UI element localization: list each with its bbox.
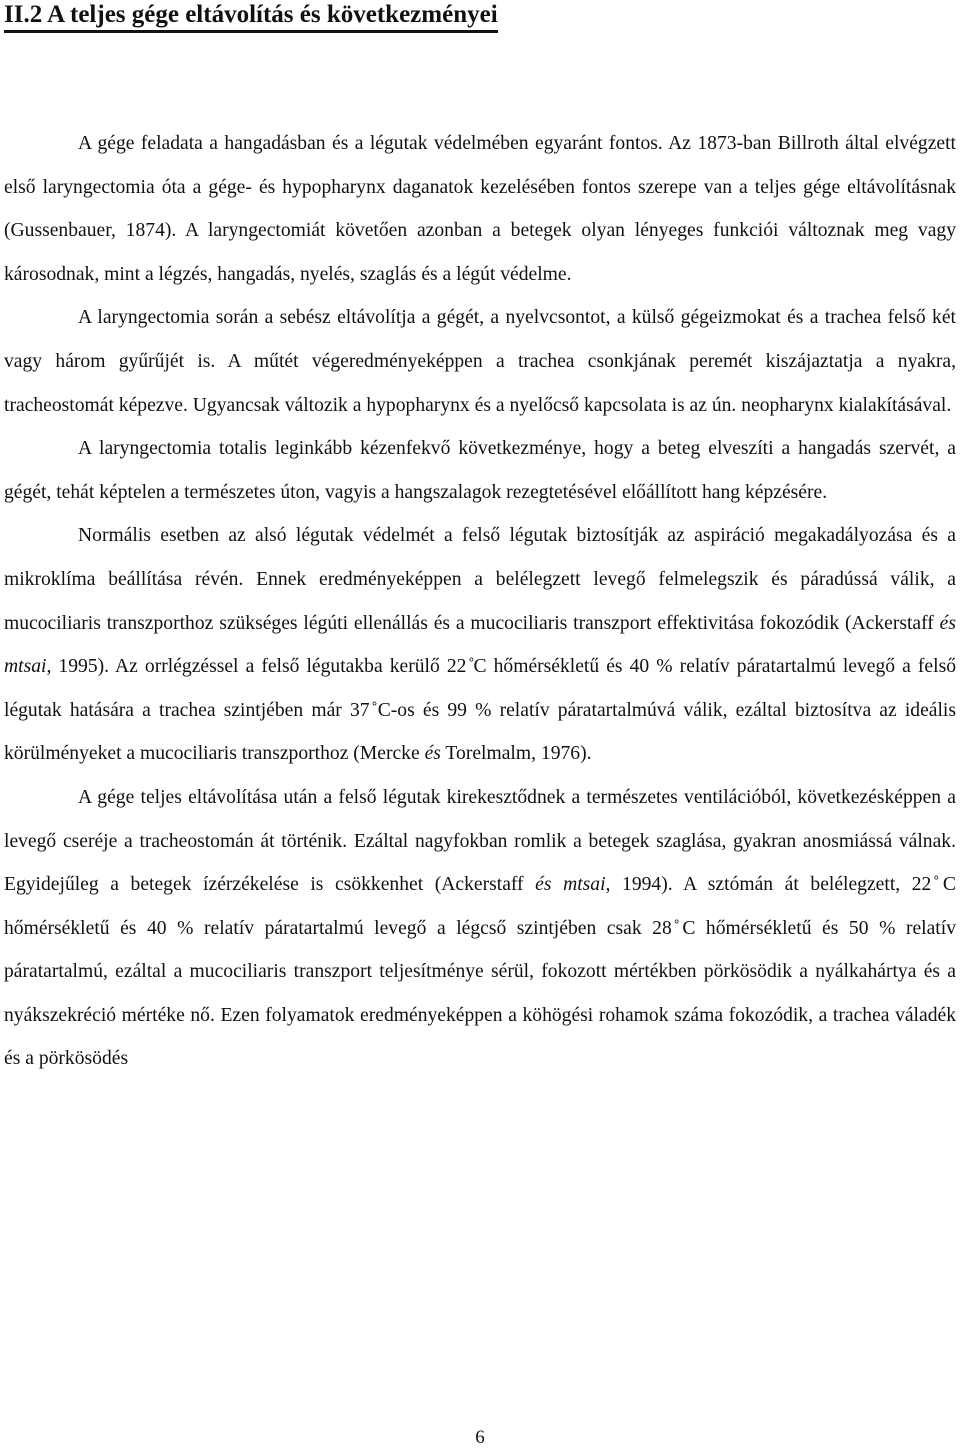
text-run: Normális esetben az alsó légutak védelmét a felső légutak biztosítják az aspiráció megakadályozása és a mikroklíma beállítása révén. Ennek eredményeképpen a belélegzett levegő felmelegszik és páradússá válik, a mucociliaris transzporthoz szükséges légúti ellenállás és a mucociliaris transzport effektivitása fokozódik (Ackerstaff [4, 525, 956, 634]
text-run: A gége feladata a hangadásban és a légutak védelmében egyaránt fontos. Az 1873-ban Billroth által elvégzett első laryngectomia óta a gége- és hypopharynx daganatok kezelésében fontos szerepe van a teljes gége eltávolításnak (Gussenbauer, 1874). A laryngectomiát követően azonban a betegek olyan lényeges funkciói változnak meg vagy károsodnak, mint a légzés, hangadás, nyelés, szaglás és a légút védelme. [4, 133, 956, 285]
italic-text: és mtsai [4, 612, 956, 678]
text-run: Torelmalm, 1976). [440, 743, 592, 765]
italic-text: és mtsai [535, 874, 606, 896]
paragraph [4, 296, 956, 427]
paragraph [4, 776, 956, 1081]
body-text [4, 122, 956, 1081]
text-run: A gége teljes eltávolítása után a felső légutak kirekesztődnek a természetes ventilációból, következésképpen a levegő cseréje a tracheostomán át történik. Ezáltal nagyfokban romlik a betegek szaglása, gyakran anosmiássá válnak. Egyidejűleg a betegek ízérzékelése is csökkenhet (Ackerstaff [4, 786, 956, 896]
paragraph [4, 122, 956, 296]
paragraph [4, 427, 956, 514]
text-run: A laryngectomia során a sebész eltávolítja a gégét, a nyelvcsontot, a külső gégeizmokat és a trachea felső két vagy három gyűrűjét is. A műtét végeredményeképpen a trachea csonkjának peremét kiszájaztatja a nyakra, tracheostomát képezve. Ugyancsak változik a hypopharynx és a nyelőcső kapcsolata is az ún. neopharynx kialakításával. [4, 307, 956, 416]
text-run: , 1995). Az orrlégzéssel a felső légutakba kerülő 22 ̊C hőmérsékletű és 40 % relatív páratartalmú levegő a felső légutak hatására a trachea szintjében már 37 ̊C-os és 99 % relatív páratartalmúvá válik, ezáltal biztosítva az ideális körülményeket a mucociliaris transzporthoz (Mercke [4, 656, 956, 765]
italic-text: és [424, 743, 441, 765]
text-run: , 1994). A sztómán át belélegzett, 22 ̊C hőmérsékletű és 40 % relatív páratartalmú levegő a légcső szintjében csak 28 ̊C hőmérsékletű és 50 % relatív páratartalmú, ezáltal a mucociliaris transzport teljesítménye sérül, fokozott mértékben pörkösödik a nyálkahártya és a nyákszekréció mértéke nő. Ezen folyamatok eredményeképpen a köhögési rohamok száma fokozódik, a trachea váladék és a pörkösödés [4, 874, 956, 1070]
text-run: A laryngectomia totalis leginkább kézenfekvő következménye, hogy a beteg elveszíti a hangadás szervét, a gégét, tehát képtelen a természetes úton, vagyis a hangszalagok rezegtetésével előállított hang képzésére. [4, 438, 956, 503]
section-heading: II.2 A teljes gége eltávolítás és következményei [4, 0, 498, 33]
page-number: 6 [475, 1427, 485, 1448]
paragraph [4, 514, 956, 776]
